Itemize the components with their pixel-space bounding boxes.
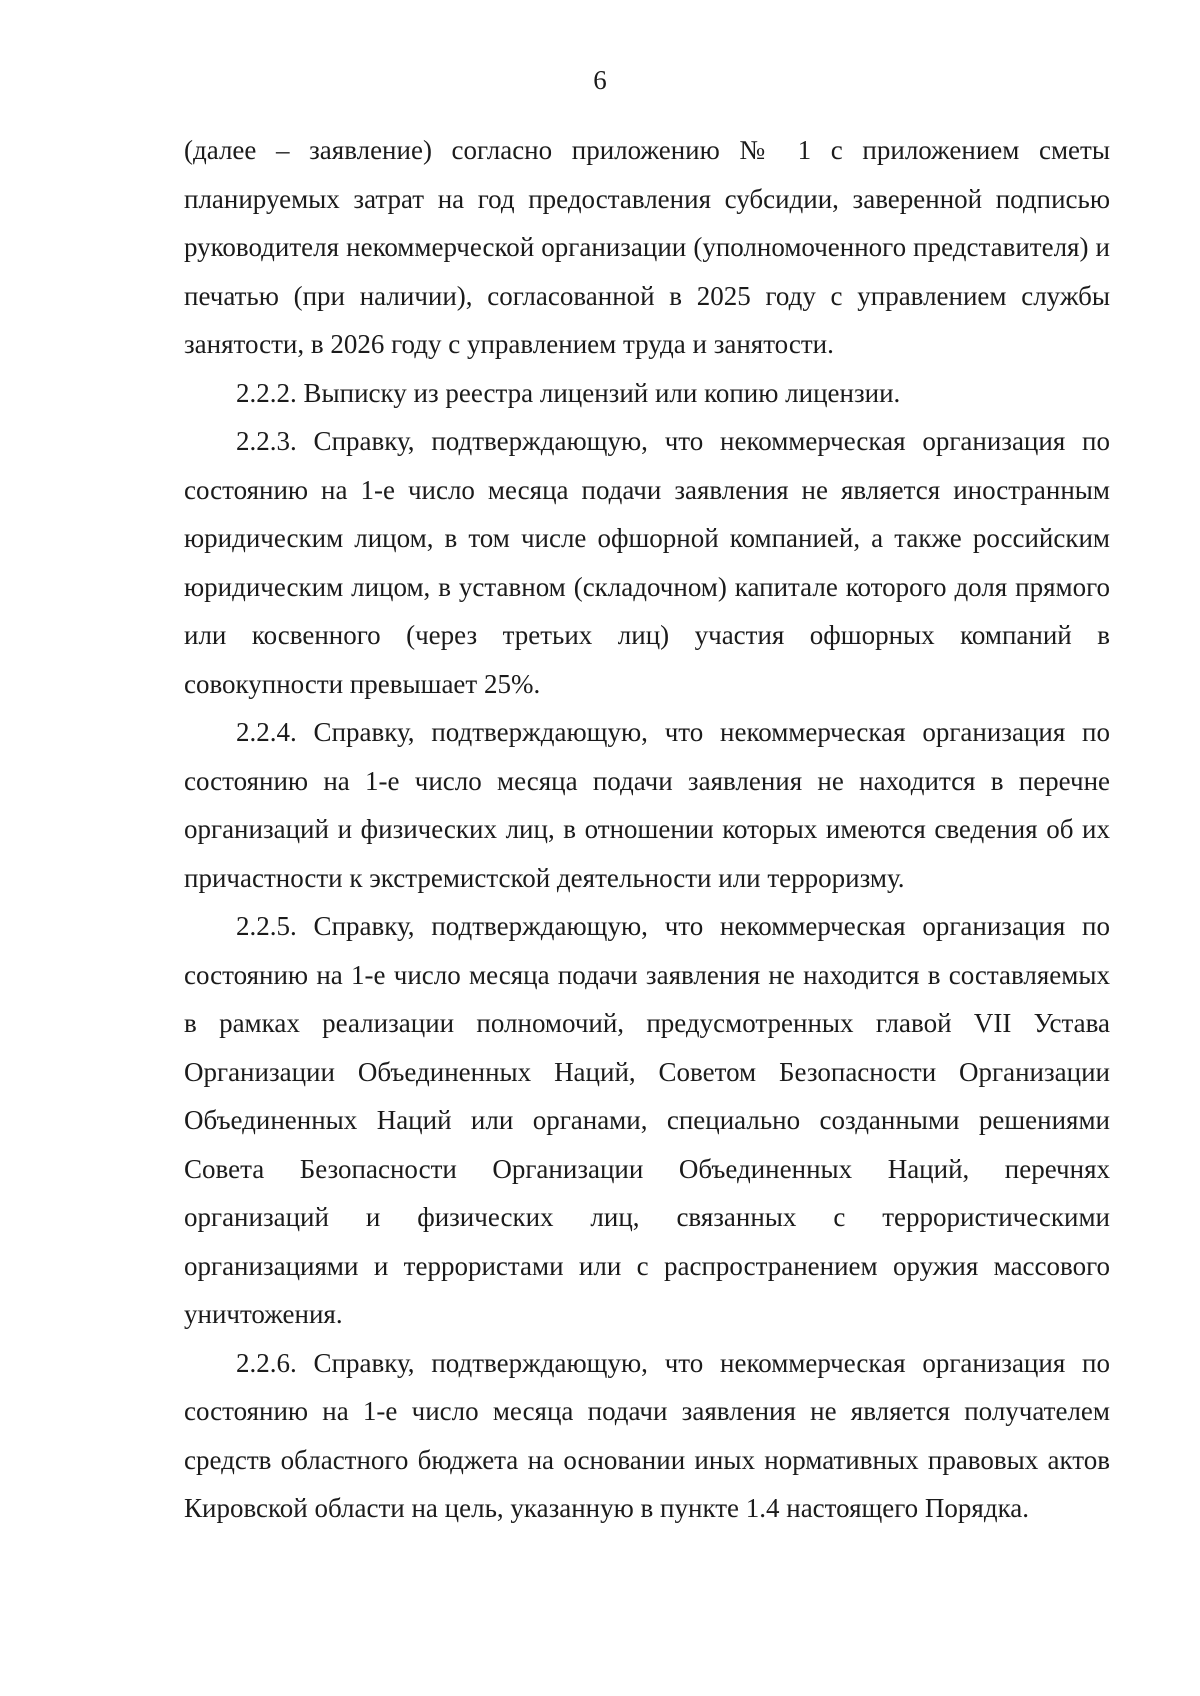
paragraph-continuation: (далее – заявление) согласно приложению № 1 с приложением сметы планируемых затрат на год предоставления субсидии, заверенной подписью руководителя некоммерческой организации (уполномоченного представителя) и печатью (при наличии), согласованной в 2025 году с управлением службы занятости, в 2026 году с управлением труда и занятости. — [184, 135, 1110, 359]
paragraph-2-2-5: 2.2.5. Справку, подтверждающую, что некоммерческая организация по состоянию на 1-е число месяца подачи заявления не находится в составляемых в рамках реализации полномочий, предусмотренных главой VII Устава Организации Объединенных Наций, Советом Безопасности Организации Объединенных Наций или органами, специально созданными решениями Совета Безопасности Организации Объединенных Наций, перечнях организаций и физических лиц, связанных с террористическими организациями и террористами или с распространением оружия массового уничтожения. — [184, 911, 1110, 1329]
paragraph-2-2-3: 2.2.3. Справку, подтверждающую, что некоммерческая организация по состоянию на 1-е число месяца подачи заявления не является иностранным юридическим лицом, в том числе офшорной компанией, а также российским юридическим лицом, в уставном (складочном) капитале которого доля прямого или косвенного (через третьих лиц) участия офшорных компаний в совокупности превышает 25%. — [184, 426, 1110, 699]
document-body — [184, 126, 1110, 1533]
paragraph-2-2-2: 2.2.2. Выписку из реестра лицензий или копию лицензии. — [236, 377, 901, 408]
paragraph-2-2-4: 2.2.4. Справку, подтверждающую, что некоммерческая организация по состоянию на 1-е число месяца подачи заявления не находится в перечне организаций и физических лиц, в отношении которых имеются сведения об их причастности к экстремистской деятельности или терроризму. — [184, 717, 1110, 893]
paragraph-2-2-6: 2.2.6. Справку, подтверждающую, что некоммерческая организация по состоянию на 1-е число месяца подачи заявления не является получателем средств областного бюджета на основании иных нормативных правовых актов Кировской области на цель, указанную в пункте 1.4 настоящего Порядка. — [184, 1347, 1110, 1523]
page-number: 6 — [593, 65, 607, 95]
